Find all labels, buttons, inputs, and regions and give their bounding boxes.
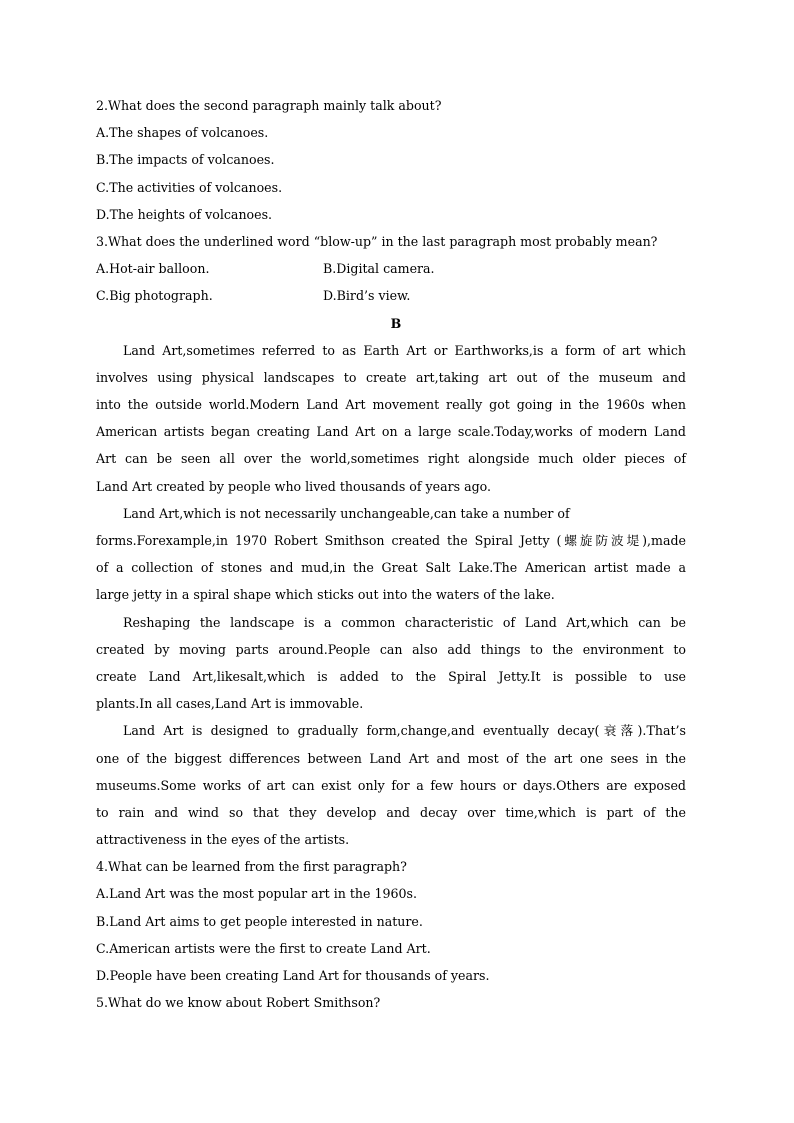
paragraph-line: of a collection of stones and mud,in the Great Salt Lake.The American artist made a <box>96 560 686 576</box>
question-4-stem: 4.What can be learned from the first paragraph? <box>96 859 407 875</box>
paragraph-line: plants.In all cases,Land Art is immovable. <box>96 696 364 712</box>
paragraph-line: Land Art is designed to gradually form,change,and eventually decay(衰落).That’s <box>123 723 686 739</box>
question-2-option-c: C.The activities of volcanoes. <box>96 179 283 195</box>
question-2-stem: 2.What does the second paragraph mainly talk about? <box>96 98 442 113</box>
passage-paragraph-1 <box>96 337 696 500</box>
paragraph-line: Land Art created by people who lived thousands of years ago. <box>96 478 492 494</box>
passage-paragraph-4 <box>96 717 696 853</box>
question-2-option-d: D.The heights of volcanoes. <box>96 206 273 222</box>
question-5-stem: 5.What do we know about Robert Smithson? <box>96 995 381 1011</box>
question-3-option-b: B.Digital camera. <box>323 261 435 277</box>
question-4-option-a: A.Land Art was the most popular art in the 1960s. <box>96 886 418 902</box>
question-3-option-d: D.Bird’s view. <box>323 288 411 304</box>
paragraph-line: Art can be seen all over the world,sometimes right alongside much older pieces of <box>96 451 686 467</box>
paragraph-line: museums.Some works of art can exist only for a few hours or days.Others are exposed <box>96 777 686 793</box>
question-2-option-b: B.The impacts of volcanoes. <box>96 152 275 168</box>
question-4-option-c: C.American artists were the first to create Land Art. <box>96 940 431 956</box>
question-2-option-a: A.The shapes of volcanoes. <box>96 125 269 141</box>
question-3-stem: 3.What does the underlined word “blow-up” in the last paragraph most probably mean? <box>96 233 658 249</box>
question-3-options-row-1 <box>96 255 696 282</box>
document-page <box>96 92 696 1016</box>
paragraph-line: American artists began creating Land Art on a large scale.Today,works of modern Land <box>96 424 686 440</box>
paragraph-line: Land Art,which is not necessarily unchangeable,can take a number of <box>123 505 570 521</box>
passage-paragraph-2 <box>96 500 696 609</box>
paragraph-line: forms.Forexample,in 1970 Robert Smithson created the Spiral Jetty (螺旋防波堤),made <box>96 533 686 548</box>
question-4-option-b: B.Land Art aims to get people interested in nature. <box>96 913 423 929</box>
paragraph-line: to rain and wind so that they develop and decay over time,which is part of the <box>96 804 686 820</box>
paragraph-line: created by moving parts around.People can also add things to the environment to <box>96 641 686 657</box>
paragraph-line: Reshaping the landscape is a common characteristic of Land Art,which can be <box>123 614 686 630</box>
paragraph-line: into the outside world.Modern Land Art movement really got going in the 1960s when <box>96 397 686 413</box>
paragraph-line: attractiveness in the eyes of the artists. <box>96 832 350 848</box>
section-b-heading: B <box>390 315 402 331</box>
question-3-option-a: A.Hot-air balloon. <box>96 261 210 277</box>
paragraph-line: large jetty in a spiral shape which sticks out into the waters of the lake. <box>96 587 555 603</box>
question-3-options-row-2 <box>96 282 696 309</box>
passage-paragraph-3 <box>96 609 696 718</box>
paragraph-line: one of the biggest differences between Land Art and most of the art one sees in the <box>96 750 686 766</box>
question-3-option-c: C.Big photograph. <box>96 288 213 304</box>
paragraph-line: create Land Art,likesalt,which is added to the Spiral Jetty.It is possible to use <box>96 668 686 684</box>
paragraph-line: involves using physical landscapes to create art,taking art out of the museum and <box>96 369 686 385</box>
question-4-option-d: D.People have been creating Land Art for thousands of years. <box>96 968 490 983</box>
paragraph-line: Land Art,sometimes referred to as Earth Art or Earthworks,is a form of art which <box>123 342 686 358</box>
